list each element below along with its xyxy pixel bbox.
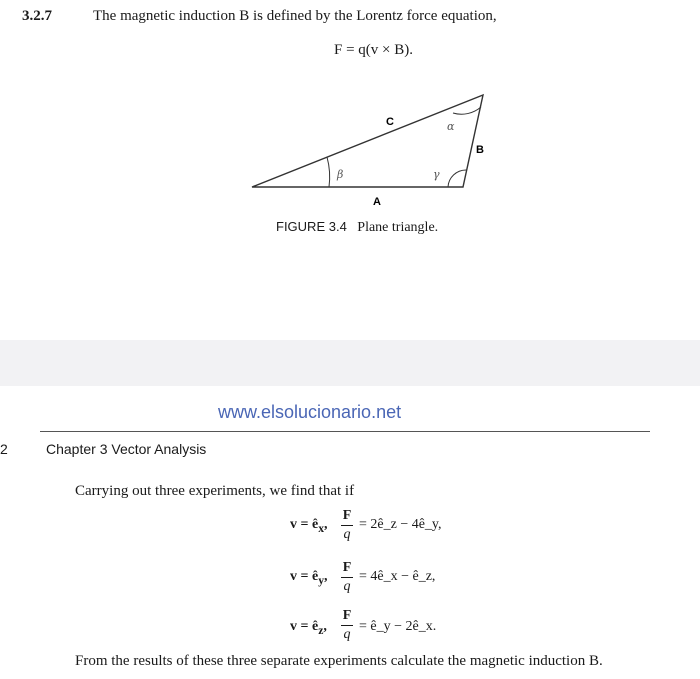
header-rule [40, 431, 650, 432]
force-over-charge: F q [342, 560, 352, 594]
force-over-charge: F q [342, 608, 352, 642]
chapter-header: Chapter 3 Vector Analysis [46, 441, 207, 457]
force-over-charge: F q [342, 508, 352, 542]
force-rhs: = 2ê_z − 4ê_y, [359, 517, 442, 532]
page-gap-band [0, 340, 700, 386]
side-b-label: B [476, 144, 484, 156]
problem-number: 3.2.7 [22, 8, 52, 24]
figure-caption [276, 219, 438, 236]
lorentz-equation: F = q(v × B). [334, 42, 414, 58]
velocity-lhs: $v = ê_y$, [290, 569, 328, 587]
intro-text: Carrying out three experiments, we find that if [75, 483, 355, 499]
gamma-label: γ [433, 168, 440, 181]
figure-caption-label: FIGURE 3.4 [276, 219, 347, 234]
force-rhs: = ê_y − 2ê_x. [359, 619, 437, 634]
alpha-arc [453, 107, 481, 114]
velocity-lhs: $v = ê_x$, [290, 517, 328, 535]
conclusion-text: From the results of these three separate experiments calculate the magnetic induction B. [75, 653, 603, 669]
figure-caption-text: Plane triangle. [357, 220, 439, 235]
watermark-link[interactable]: www.elsolucionario.net [218, 402, 402, 422]
side-c-label: C [386, 116, 394, 128]
beta-arc [327, 157, 330, 187]
alpha-label: α [447, 120, 455, 133]
page-number-fragment: 2 [0, 441, 8, 457]
velocity-lhs: $v = ê_z$, [290, 619, 327, 637]
beta-label: β [337, 168, 344, 181]
side-a-label: A [373, 196, 381, 208]
force-rhs: = 4ê_x − ê_z, [359, 569, 436, 584]
plane-triangle [252, 95, 483, 187]
problem-statement: The magnetic induction B is defined by the Lorentz force equation, [93, 8, 497, 24]
